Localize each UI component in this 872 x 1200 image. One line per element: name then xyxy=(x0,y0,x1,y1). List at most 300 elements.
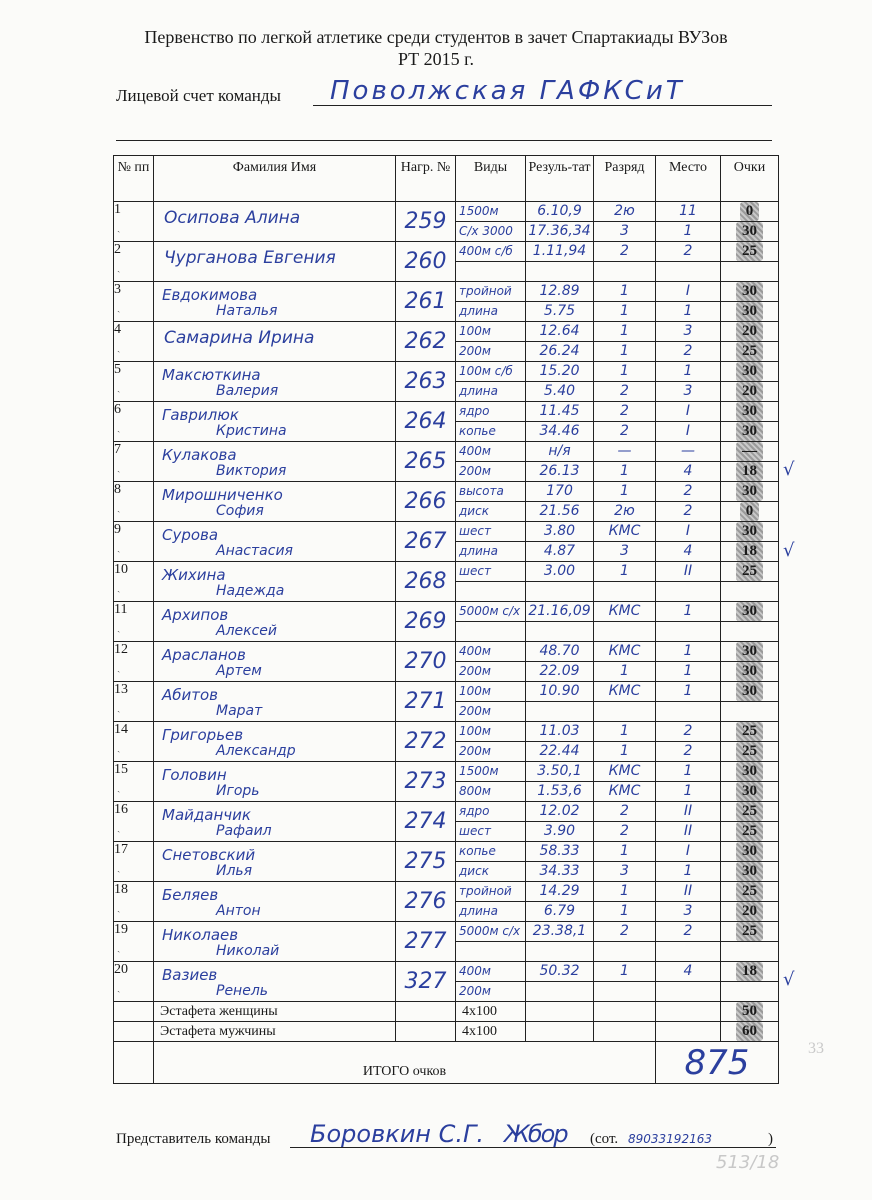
category-cell: 1 xyxy=(594,462,656,482)
athlete-first-name: Артем xyxy=(216,663,262,679)
category-cell: — xyxy=(594,442,656,462)
results-table xyxy=(113,155,779,1084)
athlete-bib: 327 xyxy=(396,962,456,1002)
relay-empty-category xyxy=(594,1002,656,1022)
row-number-tick: ˏ xyxy=(117,502,121,513)
points-cell xyxy=(721,522,779,542)
result-cell: 14.29 xyxy=(526,882,594,902)
total-value: 875 xyxy=(656,1042,779,1084)
athlete-last-name: Беляев xyxy=(162,886,219,904)
row-number-value: 1 xyxy=(114,202,121,217)
place-cell: 2 xyxy=(656,342,721,362)
row-number-value: 4 xyxy=(114,322,121,337)
place-cell: 1 xyxy=(656,642,721,662)
relay-event: 4x100 xyxy=(456,1002,526,1022)
relay-empty-result xyxy=(526,1002,594,1022)
athlete-bib: 264 xyxy=(396,402,456,442)
relay-points-value: 50 xyxy=(736,1002,763,1021)
event-cell: 400м с/б xyxy=(456,242,526,262)
points-cell xyxy=(721,662,779,682)
row-number-tick: ˏ xyxy=(117,622,121,633)
points-value: 30 xyxy=(736,362,763,381)
result-cell: 58.33 xyxy=(526,842,594,862)
event-cell: ядро xyxy=(456,402,526,422)
athlete-bib: 273 xyxy=(396,762,456,802)
event-cell: диск xyxy=(456,502,526,522)
points-value: 20 xyxy=(736,382,763,401)
row-number xyxy=(114,282,154,322)
points-value: 25 xyxy=(736,742,763,761)
points-cell xyxy=(721,422,779,442)
relay-empty-result xyxy=(526,1022,594,1042)
category-cell: 1 xyxy=(594,962,656,982)
relay-label: Эстафета женщины xyxy=(154,1002,396,1022)
athlete-name xyxy=(154,522,396,562)
row-number-value: 6 xyxy=(114,402,121,417)
result-cell: 22.09 xyxy=(526,662,594,682)
event-cell: 100м с/б xyxy=(456,362,526,382)
team-name: Поволжская ГАФКСиТ xyxy=(330,76,685,106)
athlete-last-name: Николаев xyxy=(162,926,239,944)
points-cell xyxy=(721,202,779,222)
athlete-row xyxy=(114,562,779,582)
row-number-tick: ˏ xyxy=(117,942,121,953)
athlete-name xyxy=(154,562,396,602)
place-cell: 2 xyxy=(656,502,721,522)
row-number-tick: ˏ xyxy=(117,342,121,353)
points-cell xyxy=(721,382,779,402)
check-mark-20: √ xyxy=(783,969,795,990)
row-number xyxy=(114,562,154,602)
row-number-tick: ˏ xyxy=(117,822,121,833)
result-cell: 17.36,34 xyxy=(526,222,594,242)
place-cell: 2 xyxy=(656,742,721,762)
athlete-last-name: Гаврилюк xyxy=(162,406,239,424)
athlete-bib: 260 xyxy=(396,242,456,282)
category-cell: 1 xyxy=(594,722,656,742)
points-cell xyxy=(721,402,779,422)
points-value: 30 xyxy=(736,422,763,441)
athlete-bib: 270 xyxy=(396,642,456,682)
row-number xyxy=(114,802,154,842)
athlete-row xyxy=(114,882,779,902)
result-cell: 3.80 xyxy=(526,522,594,542)
points-value: 0 xyxy=(740,502,760,521)
event-cell: 200м xyxy=(456,702,526,722)
points-cell xyxy=(721,262,779,282)
points-cell xyxy=(721,302,779,322)
row-number-value: 20 xyxy=(114,962,128,977)
athlete-first-name: Ренель xyxy=(216,983,269,999)
athlete-row xyxy=(114,842,779,862)
athlete-row xyxy=(114,402,779,422)
points-value: 30 xyxy=(736,222,763,241)
event-cell: 5000м с/х xyxy=(456,922,526,942)
points-cell xyxy=(721,842,779,862)
row-number xyxy=(114,442,154,482)
athlete-bib: 276 xyxy=(396,882,456,922)
phone-open-label: (сот. xyxy=(590,1131,619,1147)
athlete-name xyxy=(154,842,396,882)
result-cell: 3.50,1 xyxy=(526,762,594,782)
row-number-value: 5 xyxy=(114,362,121,377)
place-cell: I xyxy=(656,842,721,862)
place-cell: II xyxy=(656,802,721,822)
points-cell xyxy=(721,442,779,462)
athlete-last-name: Арасланов xyxy=(162,646,246,664)
category-cell: 3 xyxy=(594,862,656,882)
row-number xyxy=(114,962,154,1002)
relay-empty-place xyxy=(656,1022,721,1042)
place-cell: II xyxy=(656,882,721,902)
table-header-row xyxy=(114,156,779,202)
athlete-first-name: Рафаил xyxy=(216,823,272,839)
result-cell xyxy=(526,702,594,722)
col-header-bib: Нагр. № xyxy=(396,156,456,202)
points-value: 30 xyxy=(736,762,763,781)
athlete-first-name: Антон xyxy=(216,903,261,919)
place-cell: I xyxy=(656,522,721,542)
row-number-tick: ˏ xyxy=(117,902,121,913)
row-number-tick: ˏ xyxy=(117,742,121,753)
athlete-last-name: Вазиев xyxy=(162,966,218,984)
athlete-first-name: София xyxy=(216,503,264,519)
athlete-row xyxy=(114,242,779,262)
result-cell: 11.03 xyxy=(526,722,594,742)
place-cell: 2 xyxy=(656,722,721,742)
place-cell: 1 xyxy=(656,782,721,802)
category-cell: 2ю xyxy=(594,502,656,522)
athlete-name xyxy=(154,202,396,242)
points-value: 18 xyxy=(736,542,763,561)
athlete-first-name: Илья xyxy=(216,863,253,879)
phone-number: 89033192163 xyxy=(628,1132,712,1146)
athlete-row xyxy=(114,202,779,222)
athlete-name xyxy=(154,762,396,802)
row-number xyxy=(114,842,154,882)
row-number-value: 11 xyxy=(114,602,128,617)
athlete-row xyxy=(114,362,779,382)
row-number-value: 17 xyxy=(114,842,128,857)
place-cell: 11 xyxy=(656,202,721,222)
athlete-row xyxy=(114,682,779,702)
result-cell: 5.75 xyxy=(526,302,594,322)
athlete-first-name: Кристина xyxy=(216,423,287,439)
points-cell xyxy=(721,922,779,942)
category-cell: 2 xyxy=(594,242,656,262)
points-cell xyxy=(721,562,779,582)
points-cell xyxy=(721,462,779,482)
athlete-last-name: Григорьев xyxy=(162,726,244,744)
category-cell: 2ю xyxy=(594,202,656,222)
relay-empty-category xyxy=(594,1022,656,1042)
event-cell: ядро xyxy=(456,802,526,822)
row-number xyxy=(114,682,154,722)
event-cell: 1500м xyxy=(456,762,526,782)
relay-event: 4x100 xyxy=(456,1022,526,1042)
place-cell xyxy=(656,982,721,1002)
relay-empty-num xyxy=(114,1022,154,1042)
event-cell: 200м xyxy=(456,462,526,482)
athlete-row xyxy=(114,722,779,742)
points-value: 30 xyxy=(736,522,763,541)
points-value: 25 xyxy=(736,922,763,941)
result-cell: 12.64 xyxy=(526,322,594,342)
result-cell: 34.33 xyxy=(526,862,594,882)
athlete-first-name: Анастасия xyxy=(216,543,293,559)
event-cell: тройной xyxy=(456,882,526,902)
place-cell: 3 xyxy=(656,322,721,342)
place-cell: II xyxy=(656,822,721,842)
place-cell: II xyxy=(656,562,721,582)
athlete-last-name: Жихина xyxy=(162,566,226,584)
athlete-row xyxy=(114,802,779,822)
result-cell: 12.02 xyxy=(526,802,594,822)
col-header-category: Разряд xyxy=(594,156,656,202)
points-cell xyxy=(721,602,779,622)
points-cell xyxy=(721,722,779,742)
title-line-2: РТ 2015 г. xyxy=(397,49,475,69)
points-value: 25 xyxy=(736,242,763,261)
points-value: 30 xyxy=(736,682,763,701)
athlete-name xyxy=(154,282,396,322)
representative-signature: Жбор xyxy=(504,1120,567,1148)
result-cell: 170 xyxy=(526,482,594,502)
category-cell: 2 xyxy=(594,382,656,402)
category-cell xyxy=(594,982,656,1002)
result-cell xyxy=(526,942,594,962)
row-number xyxy=(114,362,154,402)
athlete-row xyxy=(114,282,779,302)
category-cell: 1 xyxy=(594,662,656,682)
place-cell xyxy=(656,702,721,722)
col-header-name: Фамилия Имя xyxy=(154,156,396,202)
athlete-first-name: Игорь xyxy=(216,783,260,799)
points-value: 20 xyxy=(736,322,763,341)
athlete-last-name: Снетовский xyxy=(162,846,256,864)
place-cell: 3 xyxy=(656,382,721,402)
athlete-name xyxy=(154,882,396,922)
col-header-points: Очки xyxy=(721,156,779,202)
event-cell: 1500м xyxy=(456,202,526,222)
athlete-name xyxy=(154,322,396,362)
row-number-value: 13 xyxy=(114,682,128,697)
category-cell: КМС xyxy=(594,602,656,622)
row-number-value: 15 xyxy=(114,762,128,777)
athlete-first-name: Виктория xyxy=(216,463,287,479)
athlete-row xyxy=(114,322,779,342)
place-cell: I xyxy=(656,422,721,442)
athlete-name xyxy=(154,962,396,1002)
place-cell: 1 xyxy=(656,602,721,622)
points-cell xyxy=(721,742,779,762)
athlete-full-name: Осипова Алина xyxy=(164,208,301,228)
athlete-name xyxy=(154,402,396,442)
athlete-row xyxy=(114,482,779,502)
athlete-bib: 274 xyxy=(396,802,456,842)
result-cell: 48.70 xyxy=(526,642,594,662)
row-number-value: 7 xyxy=(114,442,121,457)
row-number-tick: ˏ xyxy=(117,862,121,873)
relay-empty-bib xyxy=(396,1022,456,1042)
points-value: 18 xyxy=(736,462,763,481)
col-header-place: Место xyxy=(656,156,721,202)
points-value: 25 xyxy=(736,562,763,581)
athlete-last-name: Сурова xyxy=(162,526,219,544)
row-number-tick: ˏ xyxy=(117,222,121,233)
points-cell xyxy=(721,802,779,822)
athlete-name xyxy=(154,922,396,962)
place-cell: 4 xyxy=(656,962,721,982)
points-value: 30 xyxy=(736,862,763,881)
points-cell xyxy=(721,622,779,642)
athlete-bib: 277 xyxy=(396,922,456,962)
category-cell: 1 xyxy=(594,902,656,922)
place-cell: 3 xyxy=(656,902,721,922)
relay-empty-num xyxy=(114,1002,154,1022)
category-cell: 1 xyxy=(594,482,656,502)
result-cell: 34.46 xyxy=(526,422,594,442)
points-cell xyxy=(721,322,779,342)
category-cell: 1 xyxy=(594,322,656,342)
result-cell: 4.87 xyxy=(526,542,594,562)
category-cell: 2 xyxy=(594,402,656,422)
col-header-result: Резуль-тат xyxy=(526,156,594,202)
athlete-name xyxy=(154,682,396,722)
athlete-bib: 261 xyxy=(396,282,456,322)
result-cell xyxy=(526,582,594,602)
athlete-bib: 262 xyxy=(396,322,456,362)
event-cell: копье xyxy=(456,842,526,862)
result-cell: 26.24 xyxy=(526,342,594,362)
athlete-name xyxy=(154,602,396,642)
relay-row xyxy=(114,1002,779,1022)
event-cell: диск xyxy=(456,862,526,882)
result-cell: 21.56 xyxy=(526,502,594,522)
relay-row xyxy=(114,1022,779,1042)
row-number-tick: ˏ xyxy=(117,582,121,593)
category-cell: 1 xyxy=(594,282,656,302)
points-cell xyxy=(721,902,779,922)
row-number-value: 16 xyxy=(114,802,128,817)
place-cell: 1 xyxy=(656,762,721,782)
points-value: 25 xyxy=(736,802,763,821)
row-number-value: 19 xyxy=(114,922,128,937)
athlete-name xyxy=(154,482,396,522)
points-cell xyxy=(721,542,779,562)
event-cell: С/х 3000 xyxy=(456,222,526,242)
athlete-bib: 265 xyxy=(396,442,456,482)
category-cell: 1 xyxy=(594,562,656,582)
col-header-event: Виды xyxy=(456,156,526,202)
points-cell xyxy=(721,242,779,262)
athlete-last-name: Абитов xyxy=(162,686,219,704)
points-cell xyxy=(721,282,779,302)
athlete-bib: 271 xyxy=(396,682,456,722)
place-cell: 1 xyxy=(656,662,721,682)
event-cell: длина xyxy=(456,542,526,562)
place-cell: 2 xyxy=(656,242,721,262)
athlete-row xyxy=(114,922,779,942)
relay-points-cell xyxy=(721,1022,779,1042)
points-value: 30 xyxy=(736,602,763,621)
result-cell: 10.90 xyxy=(526,682,594,702)
athlete-first-name: Николай xyxy=(216,943,280,959)
row-number xyxy=(114,402,154,442)
points-cell xyxy=(721,342,779,362)
category-cell: 2 xyxy=(594,422,656,442)
result-cell: 6.79 xyxy=(526,902,594,922)
row-number-tick: ˏ xyxy=(117,782,121,793)
row-number xyxy=(114,242,154,282)
points-value: 30 xyxy=(736,302,763,321)
result-cell: 23.38,1 xyxy=(526,922,594,942)
category-cell: 1 xyxy=(594,842,656,862)
category-cell: 1 xyxy=(594,882,656,902)
place-cell xyxy=(656,942,721,962)
result-cell: 22.44 xyxy=(526,742,594,762)
category-cell: КМС xyxy=(594,762,656,782)
total-row xyxy=(114,1042,779,1084)
relay-points-value: 60 xyxy=(736,1022,763,1041)
event-cell: длина xyxy=(456,382,526,402)
athlete-row xyxy=(114,442,779,462)
points-cell xyxy=(721,482,779,502)
athlete-row xyxy=(114,642,779,662)
document-title xyxy=(0,26,872,70)
event-cell xyxy=(456,262,526,282)
event-cell: 200м xyxy=(456,742,526,762)
relay-empty-place xyxy=(656,1002,721,1022)
athlete-first-name: Наталья xyxy=(216,303,278,319)
athlete-row xyxy=(114,602,779,622)
event-cell: копье xyxy=(456,422,526,442)
athlete-last-name: Головин xyxy=(162,766,227,784)
row-number xyxy=(114,602,154,642)
row-number-tick: ˏ xyxy=(117,662,121,673)
athlete-name xyxy=(154,242,396,282)
event-cell: 200м xyxy=(456,662,526,682)
points-cell xyxy=(721,822,779,842)
category-cell xyxy=(594,582,656,602)
category-cell: КМС xyxy=(594,682,656,702)
title-line-1: Первенство по легкой атлетике среди студентов в зачет Спартакиады ВУЗов xyxy=(144,27,728,47)
team-label: Лицевой счет команды xyxy=(116,86,281,105)
category-cell: 2 xyxy=(594,802,656,822)
row-number xyxy=(114,642,154,682)
row-number-value: 12 xyxy=(114,642,128,657)
relay-label: Эстафета мужчины xyxy=(154,1022,396,1042)
category-cell: КМС xyxy=(594,782,656,802)
athlete-full-name: Самарина Ирина xyxy=(164,328,315,348)
representative-line xyxy=(116,1118,796,1152)
event-cell: 100м xyxy=(456,682,526,702)
points-cell xyxy=(721,362,779,382)
relay-empty-bib xyxy=(396,1002,456,1022)
points-cell xyxy=(721,582,779,602)
representative-label: Представитель команды xyxy=(116,1131,271,1147)
team-line xyxy=(116,78,772,108)
athlete-last-name: Евдокимова xyxy=(162,286,258,304)
event-cell: длина xyxy=(456,302,526,322)
athlete-bib: 268 xyxy=(396,562,456,602)
points-value: 20 xyxy=(736,902,763,921)
place-cell: I xyxy=(656,282,721,302)
row-number xyxy=(114,522,154,562)
result-cell: 15.20 xyxy=(526,362,594,382)
points-value: 25 xyxy=(736,722,763,741)
place-cell: 4 xyxy=(656,462,721,482)
